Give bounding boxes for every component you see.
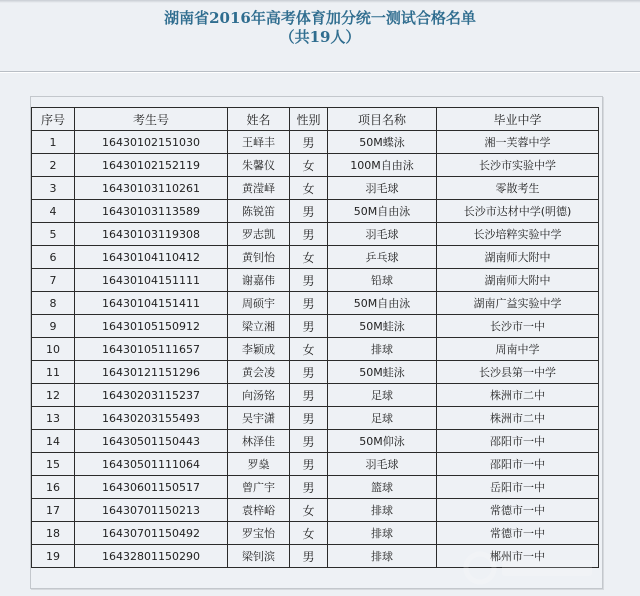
cell-name: 袁梓峪	[228, 499, 290, 522]
cell-no: 15	[32, 453, 75, 476]
cell-sex: 男	[290, 131, 328, 154]
cell-exam-id: 16430203155493	[75, 407, 228, 430]
cell-school: 长沙培粹实验中学	[437, 223, 599, 246]
table-row	[32, 315, 599, 338]
cell-sex: 男	[290, 269, 328, 292]
col-header-event: 项目名称	[328, 108, 437, 131]
cell-school: 常德市一中	[437, 522, 599, 545]
cell-no: 13	[32, 407, 75, 430]
cell-exam-id: 16430121151296	[75, 361, 228, 384]
cell-event: 乒乓球	[328, 246, 437, 269]
col-header-id: 考生号	[75, 108, 228, 131]
cell-sex: 男	[290, 430, 328, 453]
cell-event: 50M蛙泳	[328, 361, 437, 384]
cell-exam-id: 16430103113589	[75, 200, 228, 223]
cell-event: 排球	[328, 499, 437, 522]
cell-no: 2	[32, 154, 75, 177]
cell-sex: 女	[290, 154, 328, 177]
cell-sex: 女	[290, 177, 328, 200]
table-row	[32, 407, 599, 430]
cell-exam-id: 16432801150290	[75, 545, 228, 568]
table-row	[32, 131, 599, 154]
cell-school: 长沙市一中	[437, 315, 599, 338]
cell-no: 6	[32, 246, 75, 269]
cell-name: 李颖成	[228, 338, 290, 361]
table-row	[32, 177, 599, 200]
cell-name: 罗宝怡	[228, 522, 290, 545]
table-row	[32, 246, 599, 269]
cell-exam-id: 16430105150912	[75, 315, 228, 338]
table-row	[32, 292, 599, 315]
col-header-sex: 性别	[290, 108, 328, 131]
cell-event: 排球	[328, 522, 437, 545]
cell-event: 羽毛球	[328, 177, 437, 200]
cell-no: 4	[32, 200, 75, 223]
cell-exam-id: 16430203115237	[75, 384, 228, 407]
cell-event: 50M蛙泳	[328, 315, 437, 338]
cell-sex: 女	[290, 522, 328, 545]
cell-name: 王峄丰	[228, 131, 290, 154]
cell-sex: 男	[290, 384, 328, 407]
cell-no: 3	[32, 177, 75, 200]
table-row	[32, 338, 599, 361]
cell-school: 长沙市达材中学(明德)	[437, 200, 599, 223]
col-header-school: 毕业中学	[437, 108, 599, 131]
cell-exam-id: 16430701150213	[75, 499, 228, 522]
cell-name: 吴宇潇	[228, 407, 290, 430]
cell-name: 陈锐笛	[228, 200, 290, 223]
cell-no: 5	[32, 223, 75, 246]
cell-event: 铅球	[328, 269, 437, 292]
top-shadow	[0, 0, 640, 3]
cell-event: 排球	[328, 545, 437, 568]
table-row	[32, 499, 599, 522]
cell-exam-id: 16430501150443	[75, 430, 228, 453]
cell-event: 篮球	[328, 476, 437, 499]
cell-school: 湖南广益实验中学	[437, 292, 599, 315]
cell-sex: 女	[290, 338, 328, 361]
cell-no: 1	[32, 131, 75, 154]
cell-school: 零散考生	[437, 177, 599, 200]
cell-name: 周硕宇	[228, 292, 290, 315]
cell-no: 17	[32, 499, 75, 522]
cell-school: 岳阳市一中	[437, 476, 599, 499]
cell-name: 曾广宇	[228, 476, 290, 499]
cell-sex: 男	[290, 361, 328, 384]
cell-name: 梁立湘	[228, 315, 290, 338]
cell-school: 邵阳市一中	[437, 453, 599, 476]
cell-no: 18	[32, 522, 75, 545]
cell-school: 常德市一中	[437, 499, 599, 522]
table-row	[32, 269, 599, 292]
cell-sex: 男	[290, 223, 328, 246]
cell-school: 株洲市二中	[437, 384, 599, 407]
cell-school: 株洲市二中	[437, 407, 599, 430]
table-row	[32, 361, 599, 384]
cell-school: 长沙市实验中学	[437, 154, 599, 177]
cell-event: 50M自由泳	[328, 200, 437, 223]
cell-no: 7	[32, 269, 75, 292]
cell-no: 11	[32, 361, 75, 384]
page-header	[0, 8, 640, 46]
table-row	[32, 384, 599, 407]
table-row	[32, 453, 599, 476]
cell-school: 长沙县第一中学	[437, 361, 599, 384]
cell-no: 14	[32, 430, 75, 453]
cell-exam-id: 16430105111657	[75, 338, 228, 361]
qualified-list-table	[31, 107, 599, 568]
cell-event: 50M蝶泳	[328, 131, 437, 154]
table-header-row	[32, 108, 599, 131]
page-subtitle: （共19人）	[279, 28, 361, 46]
cell-no: 12	[32, 384, 75, 407]
cell-exam-id: 16430103110261	[75, 177, 228, 200]
cell-sex: 男	[290, 476, 328, 499]
cell-event: 足球	[328, 384, 437, 407]
cell-exam-id: 16430104151411	[75, 292, 228, 315]
cell-exam-id: 16430104110412	[75, 246, 228, 269]
cell-school: 湖南师大附中	[437, 246, 599, 269]
cell-school: 郴州市一中	[437, 545, 599, 568]
cell-exam-id: 16430102152119	[75, 154, 228, 177]
cell-no: 10	[32, 338, 75, 361]
cell-name: 梁钊滨	[228, 545, 290, 568]
cell-sex: 女	[290, 499, 328, 522]
cell-exam-id: 16430104151111	[75, 269, 228, 292]
cell-exam-id: 16430701150492	[75, 522, 228, 545]
cell-school: 邵阳市一中	[437, 430, 599, 453]
cell-sex: 男	[290, 200, 328, 223]
table-row	[32, 200, 599, 223]
cell-event: 50M仰泳	[328, 430, 437, 453]
cell-exam-id: 16430102151030	[75, 131, 228, 154]
cell-sex: 男	[290, 453, 328, 476]
header-divider	[0, 71, 640, 73]
cell-name: 罗志凯	[228, 223, 290, 246]
cell-name: 黄滢峄	[228, 177, 290, 200]
cell-school: 湖南师大附中	[437, 269, 599, 292]
cell-no: 8	[32, 292, 75, 315]
table-row	[32, 430, 599, 453]
cell-event: 50M自由泳	[328, 292, 437, 315]
cell-event: 100M自由泳	[328, 154, 437, 177]
cell-sex: 男	[290, 407, 328, 430]
cell-no: 16	[32, 476, 75, 499]
cell-event: 足球	[328, 407, 437, 430]
cell-no: 9	[32, 315, 75, 338]
cell-sex: 男	[290, 292, 328, 315]
cell-name: 朱馨仪	[228, 154, 290, 177]
cell-name: 向汤铭	[228, 384, 290, 407]
table-row	[32, 154, 599, 177]
cell-exam-id: 16430501111064	[75, 453, 228, 476]
cell-event: 羽毛球	[328, 453, 437, 476]
cell-exam-id: 16430601150517	[75, 476, 228, 499]
cell-event: 羽毛球	[328, 223, 437, 246]
cell-name: 罗燊	[228, 453, 290, 476]
cell-exam-id: 16430103119308	[75, 223, 228, 246]
cell-name: 黄钊怡	[228, 246, 290, 269]
col-header-name: 姓名	[228, 108, 290, 131]
col-header-no: 序号	[32, 108, 75, 131]
cell-school: 周南中学	[437, 338, 599, 361]
cell-name: 林泽佳	[228, 430, 290, 453]
cell-sex: 女	[290, 246, 328, 269]
table-row	[32, 522, 599, 545]
cell-name: 谢嘉伟	[228, 269, 290, 292]
table-row	[32, 545, 599, 568]
cell-name: 黄会凌	[228, 361, 290, 384]
cell-school: 湘一芙蓉中学	[437, 131, 599, 154]
cell-sex: 男	[290, 315, 328, 338]
cell-no: 19	[32, 545, 75, 568]
table-row	[32, 476, 599, 499]
cell-sex: 男	[290, 545, 328, 568]
cell-event: 排球	[328, 338, 437, 361]
table-row	[32, 223, 599, 246]
page-title: 湖南省2016年高考体育加分统一测试合格名单	[164, 9, 476, 27]
